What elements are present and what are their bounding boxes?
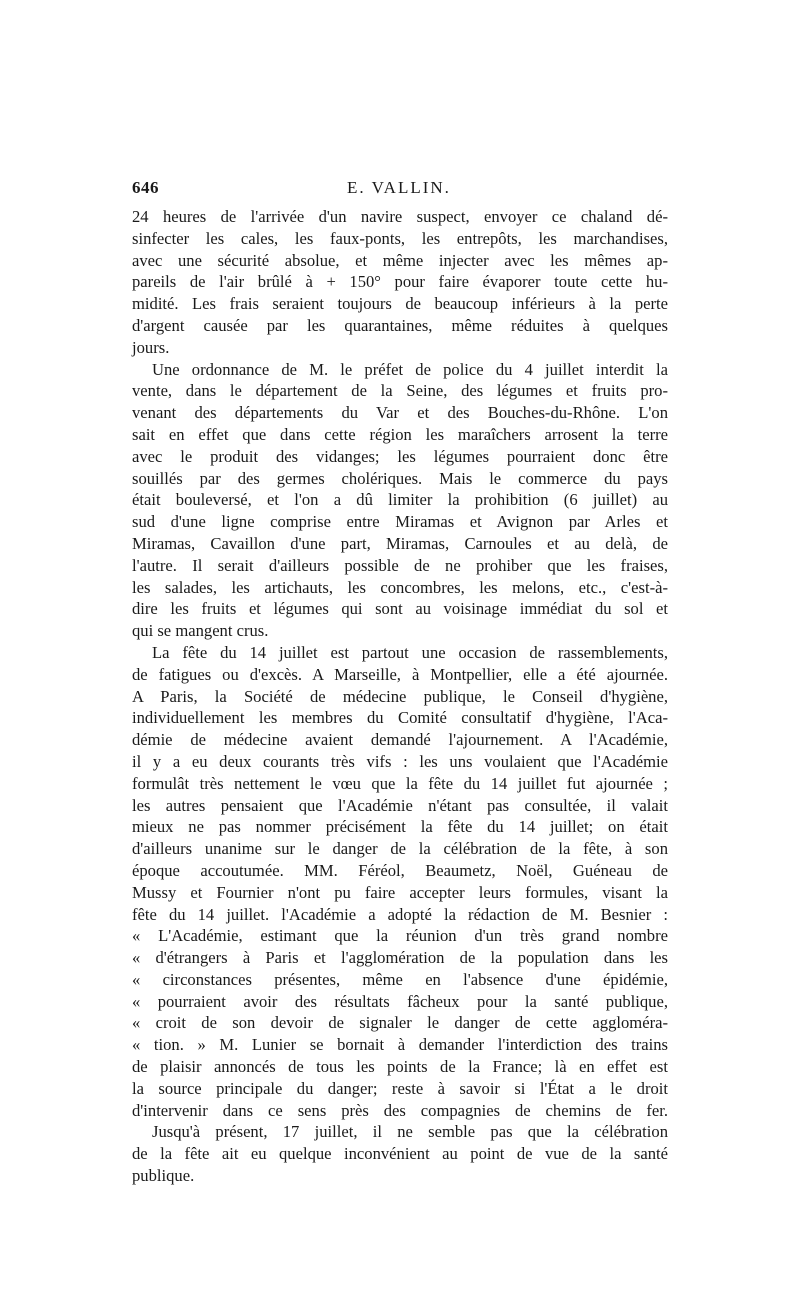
- text-line: d'intervenir dans ce sens près des compagnies de chemins de fer.: [132, 1100, 668, 1120]
- text-line: Jusqu'à présent, 17 juillet, il ne semble pas que la célébration: [152, 1122, 668, 1142]
- text-line: « circonstances présentes, même en l'absence d'une épidémie,: [132, 969, 668, 989]
- text-line: avec le produit des vidanges; les légumes pourraient donc être: [132, 446, 668, 466]
- text-line: la source principale du danger; reste à savoir si l'État a le droit: [132, 1078, 668, 1098]
- text-line: sud d'une ligne comprise entre Miramas et Avignon par Arles et: [132, 512, 668, 532]
- text-line: époque accoutumée. MM. Féréol, Beaumetz, Noël, Guéneau de: [132, 860, 668, 880]
- text-line: souillés par des germes cholériques. Mais le commerce du pays: [132, 468, 668, 488]
- text-line: vente, dans le département de la Seine, des légumes et fruits pro-: [132, 381, 668, 401]
- running-head: [132, 178, 672, 202]
- text-line: démie de médecine avaient demandé l'ajournement. A l'Académie,: [132, 730, 668, 750]
- text-line: mieux ne pas nommer précisément la fête du 14 juillet; on était: [132, 817, 668, 837]
- text-line: sinfecter les cales, les faux-ponts, les entrepôts, les marchandises,: [132, 228, 668, 248]
- text-line: avec une sécurité absolue, et même injecter avec les mêmes ap-: [132, 250, 668, 270]
- running-title: E. VALLIN.: [347, 178, 451, 197]
- text-line: les salades, les artichauts, les concombres, les melons, etc., c'est-à-: [132, 577, 668, 597]
- text-line: « tion. » M. Lunier se bornait à demander l'interdiction des trains: [132, 1035, 668, 1055]
- text-line: « L'Académie, estimant que la réunion d'un très grand nombre: [132, 926, 668, 946]
- text-line: Miramas, Cavaillon d'une part, Miramas, Carnoules et au delà, de: [132, 533, 668, 553]
- text-line: « pourraient avoir des résultats fâcheux pour la santé publique,: [132, 991, 668, 1011]
- text-line: venant des départements du Var et des Bouches-du-Rhône. L'on: [132, 403, 668, 423]
- body-text: [132, 206, 668, 1187]
- text-line: sait en effet que dans cette région les maraîchers arrosent la terre: [132, 424, 668, 444]
- text-line: A Paris, la Société de médecine publique, le Conseil d'hygiène,: [132, 686, 668, 706]
- text-line: La fête du 14 juillet est partout une occasion de rassemblements,: [152, 642, 668, 662]
- text-line: jours.: [132, 337, 170, 357]
- text-line: individuellement les membres du Comité consultatif d'hygiène, l'Aca-: [132, 708, 668, 728]
- text-line: de fatigues ou d'excès. A Marseille, à Montpellier, elle a été ajournée.: [132, 664, 668, 684]
- text-line: qui se mangent crus.: [132, 621, 269, 641]
- text-line: publique.: [132, 1166, 195, 1186]
- text-line: Mussy et Fournier n'ont pu faire accepter leurs formules, visant la: [132, 882, 668, 902]
- text-line: d'argent causée par les quarantaines, même réduites à quelques: [132, 315, 668, 335]
- text-line: d'ailleurs unanime sur le danger de la célébration de la fête, à son: [132, 839, 668, 859]
- text-line: midité. Les frais seraient toujours de beaucoup inférieurs à la perte: [132, 294, 668, 314]
- text-line: de la fête ait eu quelque inconvénient au point de vue de la santé: [132, 1144, 668, 1164]
- text-line: pareils de l'air brûlé à + 150° pour faire évaporer toute cette hu-: [132, 272, 668, 292]
- text-line: les autres pensaient que l'Académie n'étant pas consultée, il valait: [132, 795, 668, 815]
- text-line: de plaisir annoncés de tous les points de la France; là en effet est: [132, 1057, 668, 1077]
- text-line: Une ordonnance de M. le préfet de police du 4 juillet interdit la: [152, 359, 668, 379]
- text-line: « croit de son devoir de signaler le danger de cette aggloméra-: [132, 1013, 668, 1033]
- text-line: l'autre. Il serait d'ailleurs possible de ne prohiber que les fraises,: [132, 555, 668, 575]
- text-line: il y a eu deux courants très vifs : les uns voulaient que l'Académie: [132, 751, 668, 771]
- text-line: formulât très nettement le vœu que la fête du 14 juillet fut ajournée ;: [132, 773, 668, 793]
- text-line: 24 heures de l'arrivée d'un navire suspect, envoyer ce chaland dé-: [132, 207, 668, 226]
- text-line: était bouleversé, et l'on a dû limiter la prohibition (6 juillet) au: [132, 490, 668, 510]
- page-number: 646: [132, 178, 159, 197]
- text-line: dire les fruits et légumes qui sont au voisinage immédiat du sol et: [132, 599, 668, 619]
- text-line: « d'étrangers à Paris et l'agglomération de la population dans les: [132, 948, 668, 968]
- text-line: fête du 14 juillet. l'Académie a adopté la rédaction de M. Besnier :: [132, 904, 668, 924]
